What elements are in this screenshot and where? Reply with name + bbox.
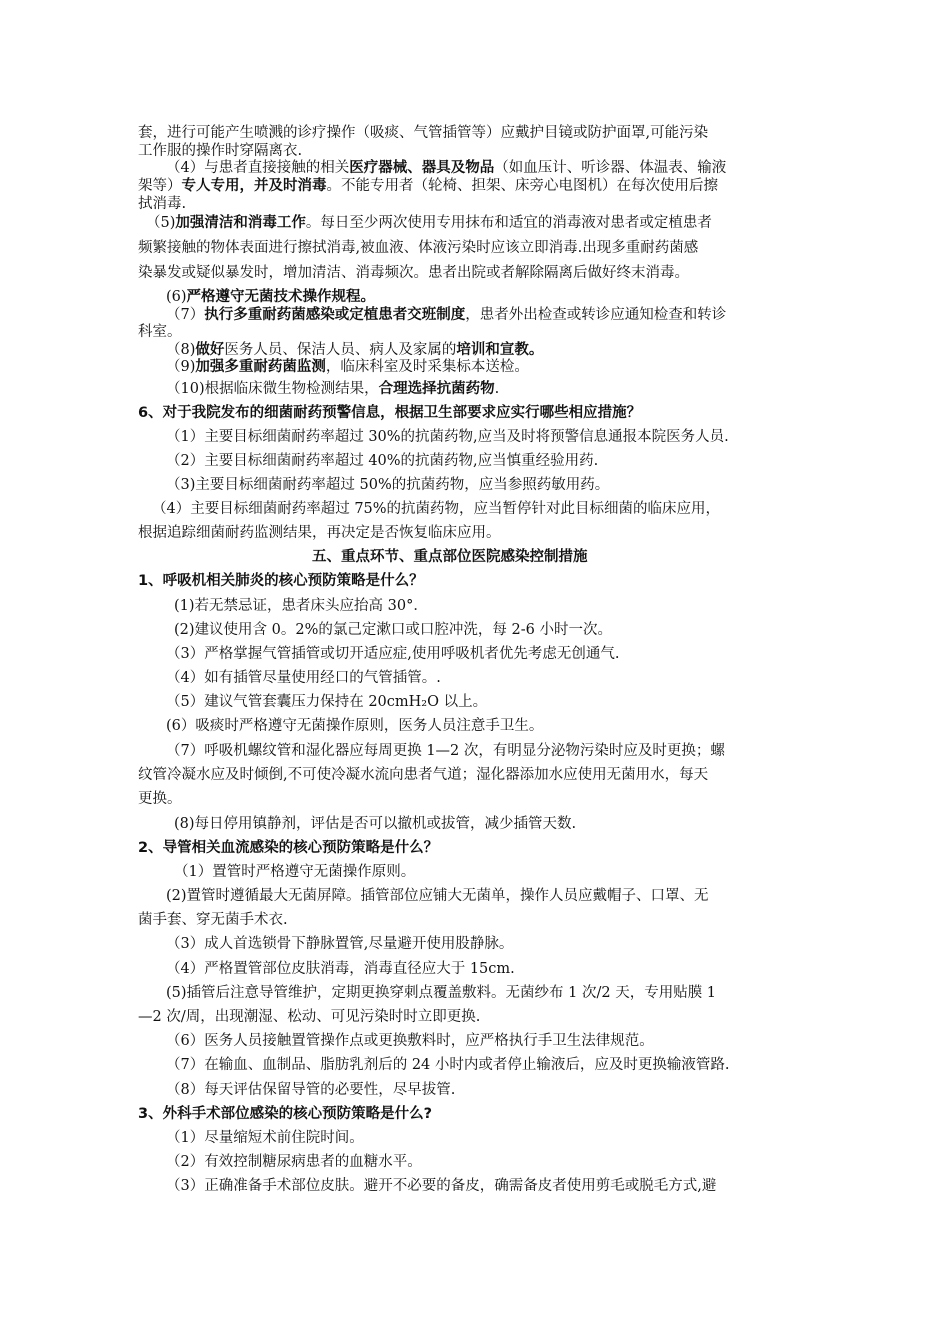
text-line: （5)加强清洁和消毒工作。每日至少两次使用专用抹布和适宜的消毒液对患者或定植患者 bbox=[146, 215, 712, 231]
text-line: 架等）专人专用，并及时消毒。不能专用者（轮椅、担架、床旁心电图机）在每次使用后擦 bbox=[138, 178, 718, 194]
text-line: 科室。 bbox=[138, 324, 182, 340]
text-line: （8)做好医务人员、保洁人员、病人及家属的培训和宣教。 bbox=[166, 342, 544, 358]
text-line: (2)置管时遵循最大无菌屏障。插管部位应铺大无菌单，操作人员应戴帽子、口罩、无 bbox=[166, 888, 709, 904]
text-line: （10)根据临床微生物检测结果，合理选择抗菌药物. bbox=[166, 381, 500, 397]
text-line: （7）执行多重耐药菌感染或定植患者交班制度，患者外出检查或转诊应通知检查和转诊 bbox=[166, 307, 727, 323]
text-line: （1）主要目标细菌耐药率超过 30%的抗菌药物,应当及时将预警信息通报本院医务人员. bbox=[166, 429, 729, 445]
text-line: （4）主要目标细菌耐药率超过 75%的抗菌药物，应当暂停针对此目标细菌的临床应用， bbox=[152, 501, 721, 517]
text-line: （4）如有插管尽量使用经口的气管插管。. bbox=[166, 670, 441, 686]
section-heading: 五、重点环节、重点部位医院感染控制措施 bbox=[312, 549, 588, 565]
text-line: （9)加强多重耐药菌监测，临床科室及时采集标本送检。 bbox=[166, 359, 529, 375]
text-line: （3)主要目标细菌耐药率超过 50%的抗菌药物，应当参照药敏用药。 bbox=[166, 477, 610, 493]
text-line: (8)每日停用镇静剂，评估是否可以撤机或拔管，减少插管天数. bbox=[174, 816, 577, 832]
question-heading: 3、外科手术部位感染的核心预防策略是什么? bbox=[138, 1106, 432, 1122]
text-line: 工作服的操作时穿隔离衣. bbox=[138, 143, 303, 159]
text-line: (5)插管后注意导管维护，定期更换穿刺点覆盖敷料。无菌纱布 1 次/2 天，专用贴膜 1 bbox=[166, 985, 717, 1001]
text-line: 频繁接触的物体表面进行擦拭消毒,被血液、体液污染时应该立即消毒.出现多重耐药菌感 bbox=[138, 240, 699, 256]
text-line: （7）呼吸机螺纹管和湿化器应每周更换 1—2 次，有明显分泌物污染时应及时更换；螺 bbox=[166, 743, 725, 759]
text-line: —2 次/周，出现潮湿、松动、可见污染时时立即更换. bbox=[138, 1009, 481, 1025]
text-line: (1)若无禁忌证，患者床头应抬高 30°． bbox=[174, 598, 428, 614]
text-line: (6)严格遵守无菌技术操作规程。 bbox=[166, 289, 376, 305]
text-line: （2）有效控制糖尿病患者的血糖水平。 bbox=[166, 1154, 422, 1170]
text-line: （3）正确准备手术部位皮肤。避开不必要的备皮，确需备皮者使用剪毛或脱毛方式,避 bbox=[166, 1178, 717, 1194]
text-line: （8）每天评估保留导管的必要性，尽早拔管. bbox=[166, 1082, 456, 1098]
text-line: （1）置管时严格遵守无菌操作原则。 bbox=[174, 864, 416, 880]
text-line: 更换。 bbox=[138, 791, 182, 807]
text-line: （4）严格置管部位皮肤消毒，消毒直径应大于 15cm. bbox=[166, 961, 515, 977]
text-line: 纹管冷凝水应及时倾倒,不可使冷凝水流向患者气道；湿化器添加水应使用无菌用水，每天 bbox=[138, 767, 709, 783]
text-line: (2)建议使用含 0。2%的氯己定漱口或口腔冲洗，每 2-6 小时一次。 bbox=[174, 622, 612, 638]
question-heading: 1、呼吸机相关肺炎的核心预防策略是什么？ bbox=[138, 573, 424, 589]
text-line: 菌手套、穿无菌手术衣. bbox=[138, 912, 288, 928]
question-heading: 2、导管相关血流感染的核心预防策略是什么？ bbox=[138, 840, 439, 856]
text-line: （2）主要目标细菌耐药率超过 40%的抗菌药物,应当慎重经验用药. bbox=[166, 453, 599, 469]
text-line: （4）与患者直接接触的相关医疗器械、器具及物品（如血压计、听诊器、体温表、输液 bbox=[166, 160, 727, 176]
question-heading: 6、对于我院发布的细菌耐药预警信息，根据卫生部要求应实行哪些相应措施？ bbox=[138, 405, 642, 421]
text-line: （3）成人首选锁骨下静脉置管,尽量避开使用股静脉。 bbox=[166, 936, 514, 952]
text-line: 根据追踪细菌耐药监测结果，再决定是否恢复临床应用。 bbox=[138, 525, 501, 541]
text-line: 套，进行可能产生喷溅的诊疗操作（吸痰、气管插管等）应戴护目镜或防护面罩,可能污染 bbox=[138, 125, 709, 141]
text-line: 拭消毒. bbox=[138, 196, 187, 212]
text-line: （1）尽量缩短术前住院时间。 bbox=[166, 1130, 364, 1146]
text-line: （5）建议气管套囊压力保持在 20cmH₂O 以上。 bbox=[166, 694, 488, 710]
text-line: （7）在输血、血制品、脂肪乳剂后的 24 小时内或者停止输液后，应及时更换输液管路. bbox=[166, 1057, 730, 1073]
text-line: （6）医务人员接触置管操作点或更换敷料时，应严格执行手卫生法律规范。 bbox=[166, 1033, 654, 1049]
text-line: (6）吸痰时严格遵守无菌操作原则，医务人员注意手卫生。 bbox=[166, 718, 544, 734]
text-line: 染暴发或疑似暴发时，增加清洁、消毒频次。患者出院或者解除隔离后做好终末消毒。 bbox=[138, 265, 689, 281]
text-line: （3）严格掌握气管插管或切开适应症,使用呼吸机者优先考虑无创通气. bbox=[166, 646, 620, 662]
